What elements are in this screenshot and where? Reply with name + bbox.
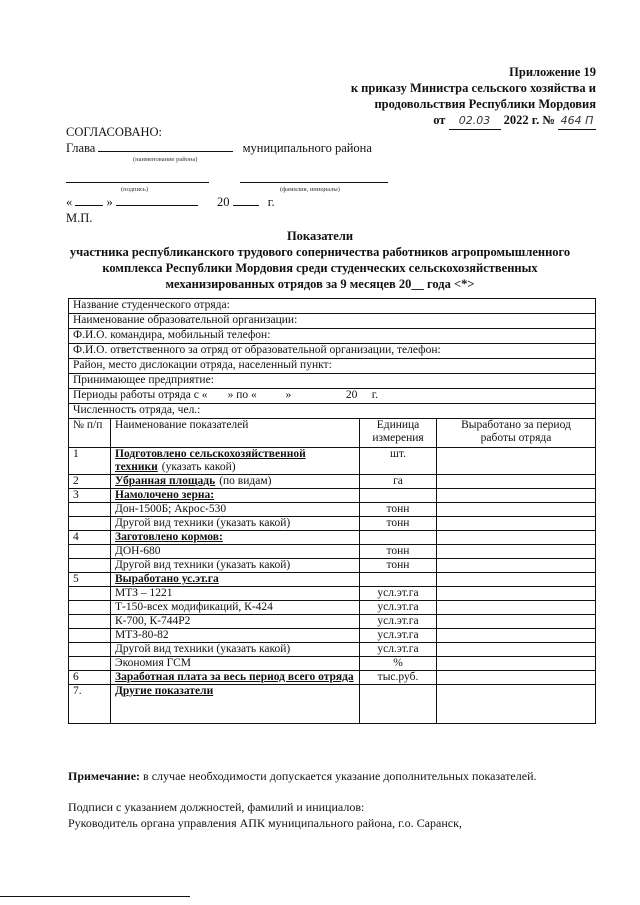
row-unit — [360, 489, 437, 503]
appendix-number: Приложение 19 — [509, 65, 596, 79]
row-number — [69, 559, 111, 573]
row-result-cell[interactable] — [437, 517, 596, 531]
table-row — [69, 657, 596, 671]
row-indicator — [111, 615, 360, 629]
signature-blank — [66, 182, 209, 183]
note-line — [68, 769, 537, 784]
table-row — [69, 573, 596, 587]
indicator-name: МТЗ – 1221 — [115, 587, 173, 599]
row-result-cell[interactable] — [437, 629, 596, 643]
row-number — [69, 587, 111, 601]
title-line-1: Показатели — [286, 229, 354, 243]
row-unit: усл.эт.га — [360, 615, 437, 629]
approval-label: СОГЛАСОВАНО: — [66, 125, 163, 139]
indicator-rows — [69, 448, 596, 724]
indicator-name: Подготовлено сельскохозяйственной техники — [115, 448, 306, 473]
stamp-place: М.П. — [66, 211, 93, 225]
row-result-cell[interactable] — [437, 671, 596, 685]
indicator-name: К-700, К-744Р2 — [115, 615, 191, 627]
row-indicator — [111, 448, 360, 475]
table-row — [69, 629, 596, 643]
indicator-name: Заработная плата за весь период всего отряда — [115, 671, 354, 683]
indicator-name: Намолочено зерна: — [115, 489, 215, 501]
row-unit: тыс.руб. — [360, 671, 437, 685]
table-row — [69, 531, 596, 545]
indicator-name: Выработано ус.эт.га — [115, 573, 219, 585]
indicator-name: Заготовлено кормов: — [115, 531, 223, 543]
signature-caption: (подпись) — [121, 186, 148, 193]
row-result-cell[interactable] — [437, 545, 596, 559]
col-header-name: Наименование показателей — [111, 419, 360, 448]
row-number — [69, 643, 111, 657]
table-row — [69, 448, 596, 475]
row-result-cell[interactable] — [437, 615, 596, 629]
indicator-name: Другие показатели — [115, 685, 214, 697]
row-indicator — [111, 573, 360, 587]
row-unit: шт. — [360, 448, 437, 475]
date-prefix: от — [433, 113, 446, 127]
row-unit: га — [360, 475, 437, 489]
table-row — [69, 517, 596, 531]
year-blank — [233, 205, 259, 206]
row-number: 7. — [69, 685, 111, 724]
document-title — [0, 228, 640, 292]
col-header-num: № п/п — [69, 419, 111, 448]
row-unit: тонн — [360, 559, 437, 573]
row-result-cell[interactable] — [437, 531, 596, 545]
district-label: муниципального района — [242, 141, 372, 155]
row-result-cell[interactable] — [437, 503, 596, 517]
date-suffix: 2022 г. № — [503, 113, 555, 127]
note-text: в случае необходимости допускается указание дополнительных показателей. — [143, 769, 537, 783]
col-header-unit: Единица измерения — [360, 419, 437, 448]
row-unit: усл.эт.га — [360, 587, 437, 601]
info-row — [69, 359, 596, 374]
handwritten-number: 464 П — [558, 113, 596, 130]
row-indicator — [111, 587, 360, 601]
row-result-cell[interactable] — [437, 559, 596, 573]
row-number: 6 — [69, 671, 111, 685]
row-result-cell[interactable] — [437, 448, 596, 475]
row-indicator — [111, 629, 360, 643]
row-number — [69, 601, 111, 615]
table-row — [69, 643, 596, 657]
row-indicator — [111, 531, 360, 545]
info-cell: Название студенческого отряда: — [69, 299, 596, 314]
info-cell: Ф.И.О. ответственного за отряд от образовательной организации, телефон: — [69, 344, 596, 359]
row-indicator — [111, 503, 360, 517]
signatures-head: Руководитель органа управления АПК муниципального района, г.о. Саранск, — [68, 816, 462, 830]
day-blank — [75, 205, 103, 206]
info-row — [69, 389, 596, 404]
column-header-row — [69, 419, 596, 448]
row-indicator — [111, 489, 360, 503]
info-cell: Ф.И.О. командира, мобильный телефон: — [69, 329, 596, 344]
approval-date-line — [66, 195, 275, 210]
info-row — [69, 299, 596, 314]
row-unit: тонн — [360, 503, 437, 517]
row-result-cell[interactable] — [437, 489, 596, 503]
row-indicator — [111, 559, 360, 573]
info-cell: Наименование образовательной организации: — [69, 314, 596, 329]
info-cell: Периоды работы отряда с « » по « » 20 г. — [69, 389, 596, 404]
table-row — [69, 615, 596, 629]
row-result-cell[interactable] — [437, 657, 596, 671]
col-header-result: Выработано за период работы отряда — [437, 419, 596, 448]
row-indicator — [111, 475, 360, 489]
row-unit: усл.эт.га — [360, 629, 437, 643]
row-unit — [360, 573, 437, 587]
fio-blank — [240, 182, 388, 183]
info-row — [69, 314, 596, 329]
row-number: 2 — [69, 475, 111, 489]
indicator-name: Убранная площадь — [115, 475, 216, 487]
table-row — [69, 559, 596, 573]
row-number — [69, 657, 111, 671]
row-result-cell[interactable] — [437, 601, 596, 615]
indicator-note: (по видам) — [219, 475, 272, 487]
row-unit: тонн — [360, 545, 437, 559]
table-row — [69, 503, 596, 517]
table-row — [69, 489, 596, 503]
row-result-cell[interactable] — [437, 643, 596, 657]
appendix-date-line — [351, 112, 596, 130]
title-line-3: комплекса Республики Мордовия среди студенческих сельскохозяйственных — [102, 261, 538, 275]
approval-head-line — [66, 141, 372, 156]
row-number — [69, 517, 111, 531]
appendix-ministry: продовольствия Республики Мордовия — [374, 97, 596, 111]
row-number: 1 — [69, 448, 111, 475]
year-suffix: г. — [267, 195, 275, 209]
table-row — [69, 601, 596, 615]
indicator-note: (указать какой) — [161, 461, 236, 473]
info-row — [69, 374, 596, 389]
row-unit: % — [360, 657, 437, 671]
appendix-header — [351, 64, 596, 130]
row-indicator — [111, 601, 360, 615]
table-row — [69, 545, 596, 559]
row-indicator — [111, 643, 360, 657]
row-result-cell[interactable] — [437, 475, 596, 489]
row-unit: усл.эт.га — [360, 601, 437, 615]
table-row — [69, 685, 596, 724]
info-cell: Численность отряда, чел.: — [69, 404, 596, 419]
row-unit — [360, 531, 437, 545]
title-line-4: механизированных отрядов за 9 месяцев 20__ года <*> — [165, 277, 475, 291]
title-line-2: участника республиканского трудового соперничества работников агропромышленного — [69, 245, 571, 259]
date-close-quote: » — [106, 195, 113, 209]
footnote-divider — [0, 896, 190, 897]
head-label: Глава — [66, 141, 96, 155]
row-number: 3 — [69, 489, 111, 503]
info-row — [69, 329, 596, 344]
indicator-name: Дон-1500Б; Акрос-530 — [115, 503, 227, 515]
appendix-order: к приказу Министра сельского хозяйства и — [350, 81, 596, 95]
indicators-table — [68, 298, 596, 724]
row-number — [69, 503, 111, 517]
handwritten-date: 02.03 — [449, 113, 501, 130]
district-name-blank — [98, 151, 233, 152]
row-number — [69, 545, 111, 559]
district-caption: (наименование района) — [133, 156, 198, 163]
row-result-cell[interactable] — [437, 573, 596, 587]
table-row — [69, 475, 596, 489]
row-number: 5 — [69, 573, 111, 587]
info-cell: Принимающее предприятие: — [69, 374, 596, 389]
row-indicator — [111, 657, 360, 671]
row-unit: усл.эт.га — [360, 643, 437, 657]
row-unit — [360, 685, 437, 724]
info-row — [69, 404, 596, 419]
fio-caption: (фамилия, инициалы) — [280, 186, 340, 193]
indicator-name: Другой вид техники (указать какой) — [115, 559, 291, 571]
signatures-caption: Подписи с указанием должностей, фамилий и инициалов: — [68, 800, 365, 814]
date-open-quote: « — [66, 195, 73, 209]
row-indicator — [111, 545, 360, 559]
row-unit: тонн — [360, 517, 437, 531]
table-row — [69, 587, 596, 601]
table-row — [69, 671, 596, 685]
row-result-cell[interactable] — [437, 685, 596, 724]
year-prefix: 20 — [217, 195, 230, 209]
indicator-name: Другой вид техники (указать какой) — [115, 643, 291, 655]
indicator-name: Другой вид техники (указать какой) — [115, 517, 291, 529]
row-number — [69, 629, 111, 643]
indicator-name: Т-150-всех модификаций, К-424 — [115, 601, 273, 613]
info-cell: Район, место дислокации отряда, населенный пункт: — [69, 359, 596, 374]
row-indicator — [111, 685, 360, 724]
info-row — [69, 344, 596, 359]
indicator-name: МТЗ-80-82 — [115, 629, 169, 641]
month-blank — [116, 205, 198, 206]
row-indicator — [111, 517, 360, 531]
row-result-cell[interactable] — [437, 587, 596, 601]
row-indicator — [111, 671, 360, 685]
indicator-name: ДОН-680 — [115, 545, 161, 557]
indicator-name: Экономия ГСМ — [115, 657, 192, 669]
note-label: Примечание: — [68, 769, 141, 783]
row-number — [69, 615, 111, 629]
row-number: 4 — [69, 531, 111, 545]
